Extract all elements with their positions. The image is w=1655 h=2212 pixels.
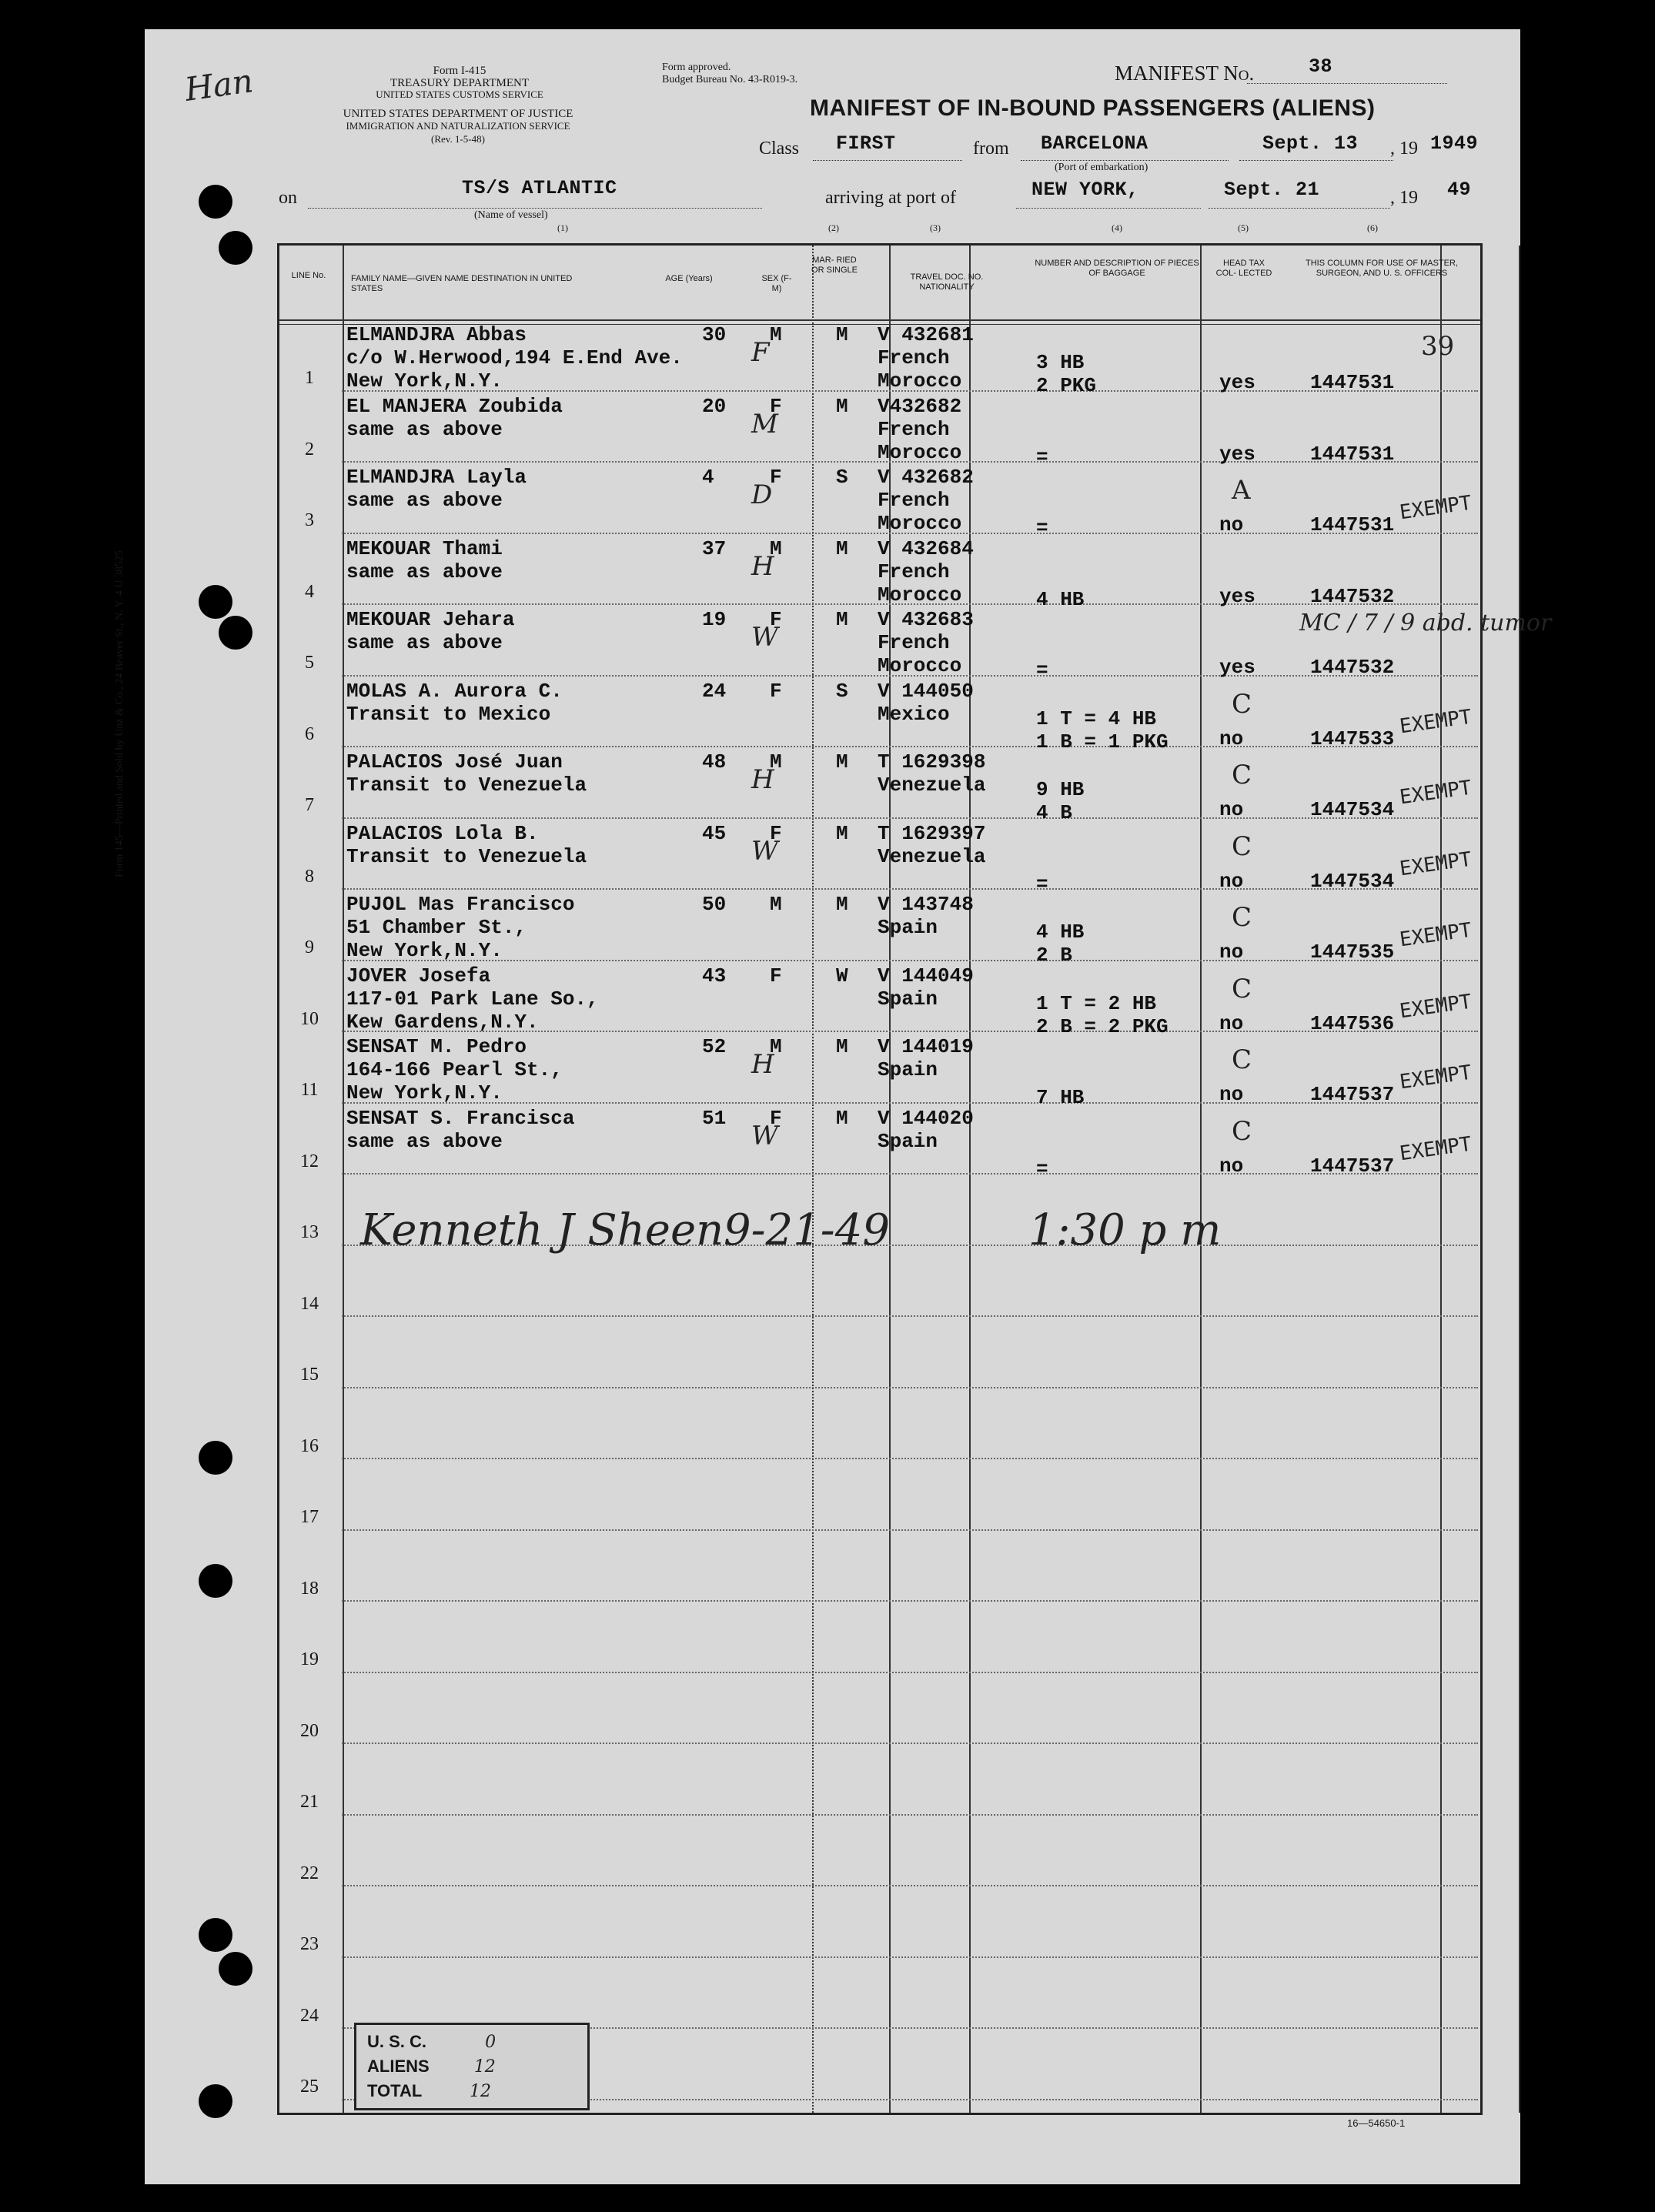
baggage-line-2: 4 HB — [1036, 587, 1085, 611]
col-header-head-tax: HEAD TAX COL- LECTED — [1215, 259, 1272, 278]
head-tax-note: A — [1232, 475, 1251, 506]
row-separator — [342, 1387, 1478, 1388]
exempt-stamp: EXEMPT — [1398, 491, 1473, 525]
exempt-stamp: EXEMPT — [1398, 1061, 1473, 1094]
travel-doc-number: V 432682 — [878, 466, 974, 489]
punch-hole — [219, 616, 252, 650]
travel-doc-number: V 432684 — [878, 536, 974, 560]
from-label: from — [973, 139, 1009, 159]
head-tax-note: C — [1232, 973, 1252, 1004]
exempt-stamp: EXEMPT — [1398, 918, 1473, 952]
usc-value: 0 — [485, 2033, 496, 2052]
punch-hole — [199, 2084, 232, 2118]
col-num: (1) — [557, 222, 568, 233]
revision: (Rev. 1-5-48) — [431, 133, 485, 145]
header-initials: Han — [182, 62, 256, 109]
exempt-stamp: EXEMPT — [1398, 847, 1473, 880]
line-number: 10 — [300, 1008, 319, 1029]
travel-doc-number: V432682 — [878, 394, 962, 418]
nationality-line-1: Spain — [878, 916, 938, 939]
on-label: on — [279, 188, 297, 208]
travel-doc-number: V 144050 — [878, 679, 974, 703]
from-value: BARCELONA — [1041, 132, 1148, 155]
justice-dept: UNITED STATES DEPARTMENT OF JUSTICE — [343, 108, 573, 120]
sex: F — [770, 1106, 782, 1130]
destination-line-2: New York,N.Y. — [346, 939, 503, 962]
row-separator — [342, 888, 1478, 890]
destination-line-1: same as above — [346, 1129, 503, 1153]
ins-service: IMMIGRATION AND NATURALIZATION SERVICE — [346, 120, 570, 132]
head-tax-collected: yes — [1219, 442, 1255, 466]
col-num: (2) — [828, 222, 839, 233]
age: 19 — [702, 608, 727, 631]
class-value: FIRST — [836, 132, 896, 155]
sex-annotation: D — [751, 479, 773, 510]
col-header-age: AGE (Years) — [665, 274, 713, 283]
col-header-travel-doc: TRAVEL DOC. NO. NATIONALITY — [910, 272, 984, 292]
sex: F — [770, 821, 782, 845]
destination-line-1: Transit to Venezuela — [346, 844, 587, 868]
officer-reference: 1447533 — [1310, 727, 1395, 750]
destination-line-1: Transit to Mexico — [346, 702, 551, 726]
destination-line-1: same as above — [346, 560, 503, 583]
nationality-line-1: Mexico — [878, 702, 950, 726]
passenger-name: SENSAT M. Pedro — [346, 1035, 527, 1058]
baggage-line-1: 1 T = 2 HB — [1036, 991, 1157, 1015]
marital-status: M — [836, 323, 848, 346]
passenger-name: EL MANJERA Zoubida — [346, 394, 563, 418]
age: 51 — [702, 1106, 727, 1130]
officer-reference: 1447534 — [1310, 869, 1395, 893]
marital-status: M — [836, 821, 848, 845]
exempt-stamp: EXEMPT — [1398, 1132, 1473, 1165]
nationality-line-1: French — [878, 346, 950, 369]
travel-doc-number: V 144020 — [878, 1106, 974, 1130]
age: 20 — [702, 394, 727, 418]
punch-hole — [199, 1918, 232, 1952]
marital-status: M — [836, 1035, 848, 1058]
baggage-line-1: 9 HB — [1036, 778, 1085, 801]
sex-annotation: H — [751, 764, 774, 795]
head-tax-collected: no — [1219, 1154, 1244, 1178]
nationality-line-1: Spain — [878, 987, 938, 1011]
sex: F — [770, 466, 782, 489]
punch-hole — [199, 1441, 232, 1475]
marital-status: M — [836, 893, 848, 916]
row-separator — [342, 1315, 1478, 1317]
travel-doc-number: T 1629398 — [878, 750, 986, 774]
budget-bureau: Budget Bureau No. 43-R019-3. — [662, 74, 798, 85]
sex-annotation: H — [751, 550, 774, 582]
vessel-name: TS/S ATLANTIC — [462, 177, 617, 199]
baggage-line-1: 1 T = 4 HB — [1036, 707, 1157, 730]
col-num: (5) — [1238, 222, 1249, 233]
exempt-stamp: EXEMPT — [1398, 990, 1473, 1023]
baggage-line-2: = — [1036, 1157, 1048, 1181]
baggage-line-2: 2 B — [1036, 944, 1072, 967]
arrival-year: 49 — [1447, 179, 1472, 201]
row-separator — [342, 1173, 1478, 1174]
line-number: 23 — [300, 1934, 319, 1954]
nationality-line-1: Venezuela — [878, 844, 986, 868]
sex: M — [770, 323, 782, 346]
row-separator — [342, 1956, 1478, 1958]
line-number: 4 — [305, 581, 314, 602]
marital-status: W — [836, 964, 848, 987]
marital-status: M — [836, 536, 848, 560]
sex: F — [770, 394, 782, 418]
line-number: 22 — [300, 1863, 319, 1883]
line-number: 21 — [300, 1792, 319, 1812]
row-separator — [342, 1102, 1478, 1104]
passenger-name: JOVER Josefa — [346, 964, 491, 987]
officer-medical-note: MC / 7 / 9 abd. tumor — [1299, 610, 1552, 637]
marital-status: M — [836, 750, 848, 774]
nationality-line-2: Morocco — [878, 369, 962, 393]
row-separator — [342, 746, 1478, 747]
col-header-name: FAMILY NAME—GIVEN NAME DESTINATION IN UNITED STATES — [351, 274, 573, 293]
sex: M — [770, 536, 782, 560]
head-tax-note: C — [1232, 688, 1252, 720]
head-tax-collected: yes — [1219, 371, 1255, 394]
head-tax-note: C — [1232, 1044, 1252, 1075]
nationality-line-1: French — [878, 560, 950, 583]
baggage-line-1: 4 HB — [1036, 921, 1085, 944]
total-value: 12 — [470, 2082, 492, 2101]
nationality-line-2: Morocco — [878, 440, 962, 464]
aliens-label: ALIENS — [367, 2057, 430, 2076]
age: 50 — [702, 893, 727, 916]
marital-status: M — [836, 1106, 848, 1130]
nationality-line-1: Venezuela — [878, 774, 986, 797]
line-number: 16 — [300, 1435, 319, 1456]
form-approved: Form approved. — [662, 62, 731, 73]
row-separator — [342, 1885, 1478, 1886]
officer-reference: 1447532 — [1310, 584, 1395, 608]
exempt-stamp: EXEMPT — [1398, 705, 1473, 738]
destination-line-2: New York,N.Y. — [346, 369, 503, 393]
embark-date: Sept. 13 — [1262, 132, 1359, 155]
customs-service: UNITED STATES CUSTOMS SERVICE — [376, 89, 543, 100]
inspector-signature: Kenneth J Sheen — [360, 1205, 724, 1255]
baggage-line-2: = — [1036, 516, 1048, 540]
passenger-name: PALACIOS Lola B. — [346, 821, 539, 845]
aliens-row — [367, 2054, 577, 2079]
footer-code: 16—54650-1 — [1347, 2117, 1406, 2129]
marital-status: M — [836, 608, 848, 631]
manifest-no-value: 38 — [1309, 55, 1333, 78]
destination-line-1: c/o W.Herwood,194 E.End Ave. — [346, 346, 683, 369]
officer-reference: 1447537 — [1310, 1154, 1395, 1178]
nationality-line-2: Morocco — [878, 583, 962, 606]
line-number: 20 — [300, 1720, 319, 1741]
sex-annotation: F — [751, 337, 770, 368]
head-tax-note: C — [1232, 830, 1252, 862]
officer-reference: 1447535 — [1310, 941, 1395, 964]
officer-reference: 1447537 — [1310, 1083, 1395, 1106]
nationality-line-1: French — [878, 489, 950, 512]
printer-note: Form 145—Printed and Sold by Unz & Co., 24 Beaver St., N. Y. 4 U 38525 — [114, 550, 125, 877]
baggage-line-2: = — [1036, 445, 1048, 469]
destination-line-1: same as above — [346, 489, 503, 512]
sex-annotation: W — [751, 835, 778, 867]
manifest-no-label: MANIFEST No. — [1115, 62, 1255, 85]
sex: M — [770, 750, 782, 774]
officer-reference: 1447531 — [1310, 371, 1395, 394]
nationality-line-1: French — [878, 631, 950, 654]
line-number: 14 — [300, 1293, 319, 1314]
row-separator — [342, 1814, 1478, 1816]
total-label: TOTAL — [367, 2081, 422, 2100]
col-header-sex: SEX (F-M) — [761, 274, 792, 293]
line-number: 1 — [305, 368, 314, 388]
col-header-baggage: NUMBER AND DESCRIPTION OF PIECES OF BAGGAGE — [1035, 259, 1199, 278]
baggage-line-2: = — [1036, 872, 1048, 896]
passenger-name: MEKOUAR Thami — [346, 536, 503, 560]
head-tax-note: C — [1232, 1115, 1252, 1147]
line-number: 7 — [305, 795, 314, 815]
head-tax-collected: no — [1219, 798, 1244, 821]
head-tax-collected: no — [1219, 727, 1244, 750]
line-number: 5 — [305, 653, 314, 673]
sex: F — [770, 964, 782, 987]
travel-doc-number: V 144019 — [878, 1035, 974, 1058]
head-tax-collected: no — [1219, 1083, 1244, 1106]
line-number: 12 — [300, 1151, 319, 1171]
head-tax-collected: yes — [1219, 584, 1255, 608]
punch-hole — [199, 1564, 232, 1598]
nationality-line-1: Spain — [878, 1129, 938, 1153]
age: 4 — [702, 466, 714, 489]
head-tax-note: C — [1232, 760, 1252, 790]
passenger-name: ELMANDJRA Layla — [346, 466, 527, 489]
travel-doc-number: V 432683 — [878, 608, 974, 631]
marital-status: M — [836, 394, 848, 418]
sex-annotation: H — [751, 1049, 774, 1080]
treasury-dept: TREASURY DEPARTMENT — [390, 77, 530, 89]
signature-date: 9-21-49 — [724, 1205, 890, 1255]
embark-year-prefix: , 19 — [1390, 139, 1418, 159]
row-separator — [342, 1458, 1478, 1459]
travel-doc-number: V 143748 — [878, 893, 974, 916]
baggage-line-2: = — [1036, 659, 1048, 682]
marital-status: S — [836, 679, 848, 703]
baggage-line-2: 2 PKG — [1036, 374, 1097, 397]
punch-hole — [219, 231, 252, 265]
exempt-stamp: EXEMPT — [1398, 776, 1473, 810]
sex: M — [770, 893, 782, 916]
punch-hole — [199, 585, 232, 619]
col-num: (4) — [1112, 222, 1122, 233]
col-header-line-no: LINE No. — [291, 271, 326, 280]
manifest-title: MANIFEST OF IN-BOUND PASSENGERS (ALIENS) — [810, 95, 1376, 121]
travel-doc-number: T 1629397 — [878, 821, 986, 845]
line-number: 18 — [300, 1578, 319, 1599]
officer-reference: 1447532 — [1310, 656, 1395, 679]
passenger-name: PALACIOS José Juan — [346, 750, 563, 774]
line-number: 13 — [300, 1222, 319, 1242]
age: 43 — [702, 964, 727, 987]
head-tax-collected: no — [1219, 1011, 1244, 1035]
passenger-name: MOLAS A. Aurora C. — [346, 679, 563, 703]
embark-note: (Port of embarkation) — [1055, 162, 1148, 173]
baggage-line-2: 2 B = 2 PKG — [1036, 1014, 1169, 1038]
age: 52 — [702, 1035, 727, 1058]
travel-doc-number: V 432681 — [878, 323, 974, 346]
row-separator — [342, 960, 1478, 961]
sex: M — [770, 1035, 782, 1058]
passenger-name: PUJOL Mas Francisco — [346, 893, 575, 916]
row-separator — [342, 1672, 1478, 1673]
usc-row — [367, 2030, 577, 2054]
nationality-line-1: Spain — [878, 1058, 938, 1081]
arrival-year-prefix: , 19 — [1390, 188, 1418, 208]
sex-annotation: W — [751, 1120, 778, 1151]
total-row — [367, 2079, 577, 2103]
aliens-value: 12 — [473, 2057, 496, 2077]
head-tax-collected: yes — [1219, 656, 1255, 679]
usc-label: U. S. C. — [367, 2032, 427, 2051]
line-number: 17 — [300, 1507, 319, 1527]
officer-reference: 1447536 — [1310, 1011, 1395, 1035]
arriving-label: arriving at port of — [825, 188, 956, 208]
head-tax-collected: no — [1219, 869, 1244, 893]
destination-line-2: New York,N.Y. — [346, 1081, 503, 1104]
row-separator — [342, 1600, 1478, 1602]
col-num: (3) — [930, 222, 941, 233]
page-annotation: 39 — [1421, 331, 1455, 362]
sex: F — [770, 679, 782, 703]
baggage-line-2: 1 B = 1 PKG — [1036, 730, 1169, 753]
line-number: 3 — [305, 510, 314, 530]
line-number: 11 — [300, 1080, 319, 1100]
destination-line-1: Transit to Venezuela — [346, 774, 587, 797]
age: 37 — [702, 536, 727, 560]
col-header-officers: THIS COLUMN FOR USE OF MASTER, SURGEON, AND U. S. OFFICERS — [1305, 259, 1458, 278]
arrival-port: NEW YORK, — [1031, 179, 1139, 201]
age: 30 — [702, 323, 727, 346]
age: 48 — [702, 750, 727, 774]
officer-reference: 1447534 — [1310, 798, 1395, 821]
destination-line-1: 117-01 Park Lane So., — [346, 987, 599, 1011]
col-num: (6) — [1367, 222, 1378, 233]
class-label: Class — [759, 139, 800, 159]
row-separator — [342, 817, 1478, 819]
sex: F — [770, 608, 782, 631]
line-number: 25 — [300, 2077, 319, 2097]
destination-line-1: same as above — [346, 631, 503, 654]
line-number: 6 — [305, 723, 314, 744]
baggage-line-1: 3 HB — [1036, 351, 1085, 374]
destination-line-2: Kew Gardens,N.Y. — [346, 1010, 539, 1034]
form-number: Form I-415 — [433, 65, 486, 77]
punch-hole — [199, 185, 232, 219]
nationality-line-2: Morocco — [878, 512, 962, 535]
line-number: 2 — [305, 439, 314, 459]
signature-time: 1:30 p m — [1028, 1205, 1222, 1255]
row-separator — [342, 1529, 1478, 1531]
head-tax-collected: no — [1219, 941, 1244, 964]
sex-annotation: W — [751, 622, 778, 653]
embark-year: 1949 — [1430, 132, 1479, 155]
line-number: 9 — [305, 937, 314, 957]
baggage-line-2: 4 B — [1036, 801, 1072, 824]
vessel-note: (Name of vessel) — [474, 209, 548, 221]
travel-doc-number: V 144049 — [878, 964, 974, 987]
officer-reference: 1447531 — [1310, 442, 1395, 466]
tally-box — [354, 2023, 590, 2110]
arrival-date: Sept. 21 — [1224, 179, 1320, 201]
line-number: 24 — [300, 2005, 319, 2026]
destination-line-1: 51 Chamber St., — [346, 916, 527, 939]
destination-line-1: 164-166 Pearl St., — [346, 1058, 563, 1081]
marital-status: S — [836, 466, 848, 489]
age: 45 — [702, 821, 727, 845]
officer-reference: 1447531 — [1310, 513, 1395, 536]
line-number: 19 — [300, 1649, 319, 1669]
col-header-married: MAR- RIED OR SINGLE — [811, 256, 858, 275]
line-number: 15 — [300, 1365, 319, 1385]
sex-annotation: M — [751, 408, 778, 439]
nationality-line-1: French — [878, 417, 950, 441]
passenger-name: ELMANDJRA Abbas — [346, 323, 527, 346]
nationality-line-2: Morocco — [878, 654, 962, 677]
passenger-name: SENSAT S. Francisca — [346, 1106, 575, 1130]
baggage-line-2: 7 HB — [1036, 1086, 1085, 1109]
head-tax-collected: no — [1219, 513, 1244, 536]
line-number: 8 — [305, 866, 314, 887]
head-tax-note: C — [1232, 902, 1252, 933]
passenger-name: MEKOUAR Jehara — [346, 608, 515, 631]
row-separator — [342, 1743, 1478, 1744]
punch-hole — [219, 1952, 252, 1986]
age: 24 — [702, 679, 727, 703]
destination-line-1: same as above — [346, 417, 503, 441]
